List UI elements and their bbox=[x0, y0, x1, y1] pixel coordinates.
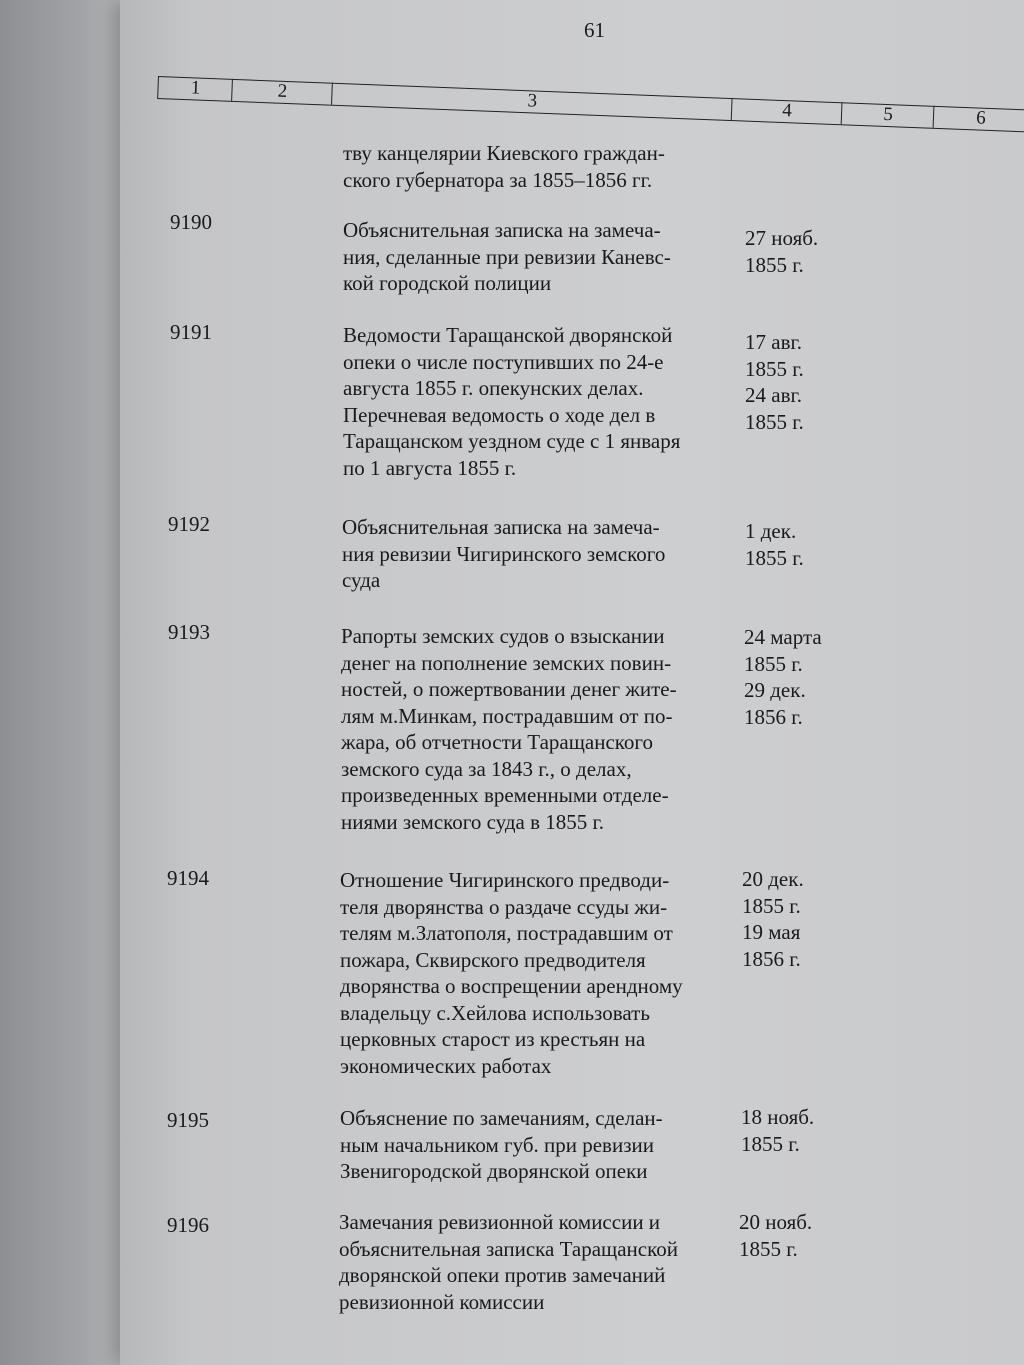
entry-number: 9196 bbox=[167, 1213, 209, 1237]
entry-description: тву канцелярии Киевского граждан- ского губернатора за 1855–1856 гг. bbox=[343, 141, 665, 192]
column-header-4: 4 bbox=[731, 98, 843, 124]
entry-date: 24 марта 1855 г. 29 дек. 1856 г. bbox=[744, 625, 822, 729]
entry-number: 9192 bbox=[168, 512, 210, 536]
entry-description: Ведомости Таращанской дворянской опеки о числе поступивших по 24-е августа 1855 г. опекунских делах. Перечневая ведомость о ходе дел в Таращанском уездном суде с 1 января по 1 августа 1855 г. bbox=[343, 323, 681, 480]
entry-number: 9195 bbox=[167, 1108, 209, 1132]
column-header-5: 5 bbox=[841, 102, 935, 128]
entry-description: Объяснение по замечаниям, сделан- ным начальником губ. при ревизии Звенигородской дворянской опеки bbox=[340, 1106, 663, 1183]
entry-date: 18 нояб. 1855 г. bbox=[741, 1105, 815, 1156]
column-header-3: 3 bbox=[331, 83, 733, 120]
entry-date: 20 дек. 1855 г. 19 мая 1856 г. bbox=[742, 867, 804, 971]
previous-page-edge bbox=[0, 0, 120, 1365]
column-header-6: 6 bbox=[933, 106, 1024, 132]
entry-date: 27 нояб. 1855 г. bbox=[745, 226, 819, 277]
entry-number: 9191 bbox=[170, 320, 212, 344]
entry-date: 17 авг. 1855 г. 24 авг. 1855 г. bbox=[745, 330, 804, 434]
entry-date: 1 дек. 1855 г. bbox=[745, 519, 804, 570]
entry-description: Отношение Чигиринского предводи- теля дворянства о раздаче ссуды жи- телям м.Златополя, пострадавшим от пожара, Сквирского предводителя дворянства о воспрещении арендному владельцу с.Хейлова использовать церковных старост из крестьян на экономических работах bbox=[340, 868, 683, 1078]
page-number: 61 bbox=[584, 18, 605, 42]
entry-description: Замечания ревизионной комиссии и объяснительная записка Таращанской дворянской опеки против замечаний ревизионной комиссии bbox=[339, 1210, 678, 1314]
column-header-2: 2 bbox=[231, 79, 333, 105]
entry-date: 20 нояб. 1855 г. bbox=[739, 1210, 813, 1261]
entry-number: 9194 bbox=[167, 866, 209, 890]
entry-number: 9193 bbox=[168, 620, 210, 644]
column-header-1: 1 bbox=[157, 76, 233, 101]
entry-description: Рапорты земских судов о взыскании денег на пополнение земских повин- ностей, о пожертвовании денег жите- лям м.Минкам, пострадавшим от по- жара, об отчетности Таращанского земского суда за 1843 г., о делах, произведенных временными отделе- ниями земского суда в 1855 г. bbox=[341, 624, 677, 834]
entry-description: Объяснительная записка на замеча- ния ревизии Чигиринского земского суда bbox=[342, 515, 666, 592]
entry-number: 9190 bbox=[170, 210, 212, 234]
entry-description: Объяснительная записка на замеча- ния, сделанные при ревизии Каневс- кой городской полиции bbox=[343, 218, 671, 295]
